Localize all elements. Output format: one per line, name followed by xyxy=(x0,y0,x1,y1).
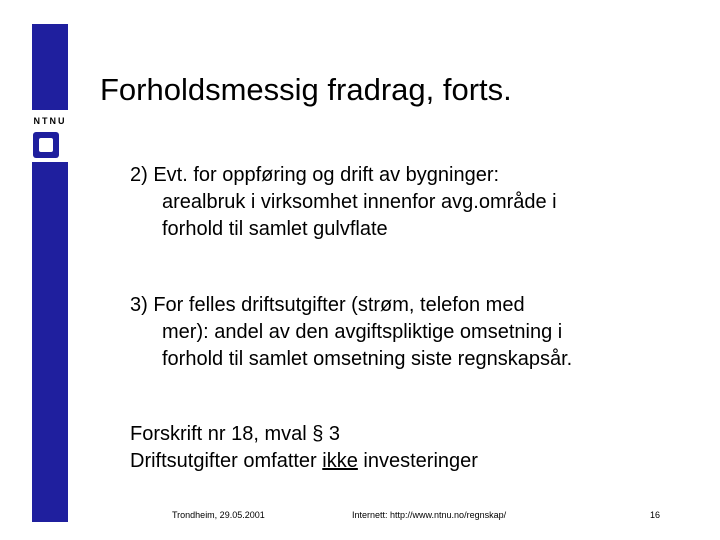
list-item-continuation: arealbruk i virksomhet innenfor avg.område i xyxy=(162,191,557,213)
side-bar-bottom xyxy=(32,162,68,522)
page-number: 16 xyxy=(650,510,661,520)
logo-text: NTNU xyxy=(33,116,67,126)
list-item-first-line: 3) For felles driftsutgifter (strøm, telefon med xyxy=(130,294,525,316)
footer-date: Trondheim, 29.05.2001 xyxy=(172,510,265,520)
note-text-underlined: ikke xyxy=(322,450,358,472)
list-item-continuation: forhold til samlet omsetning siste regnskapsår. xyxy=(162,348,573,370)
note-text-after: investeringer xyxy=(357,450,478,472)
list-item xyxy=(130,162,557,243)
list-item-continuation: mer): andel av den avgiftspliktige omsetning i xyxy=(162,321,563,343)
slide-title: Forholdsmessig fradrag, forts. xyxy=(100,72,512,107)
list-item-first-line: 2) Evt. for oppføring og drift av bygninger: xyxy=(130,164,500,186)
note-block xyxy=(130,421,478,475)
side-bar-top xyxy=(32,24,68,110)
footer-url: Internett: http://www.ntnu.no/regnskap/ xyxy=(352,510,507,520)
list-item xyxy=(130,292,572,373)
list-item-continuation: forhold til samlet gulvflate xyxy=(162,218,388,240)
ntnu-logo-icon xyxy=(33,132,59,158)
note-text-before: Driftsutgifter omfatter xyxy=(130,450,323,472)
note-line-regulation: Forskrift nr 18, mval § 3 xyxy=(130,423,341,445)
note-line-expenses xyxy=(130,448,478,475)
